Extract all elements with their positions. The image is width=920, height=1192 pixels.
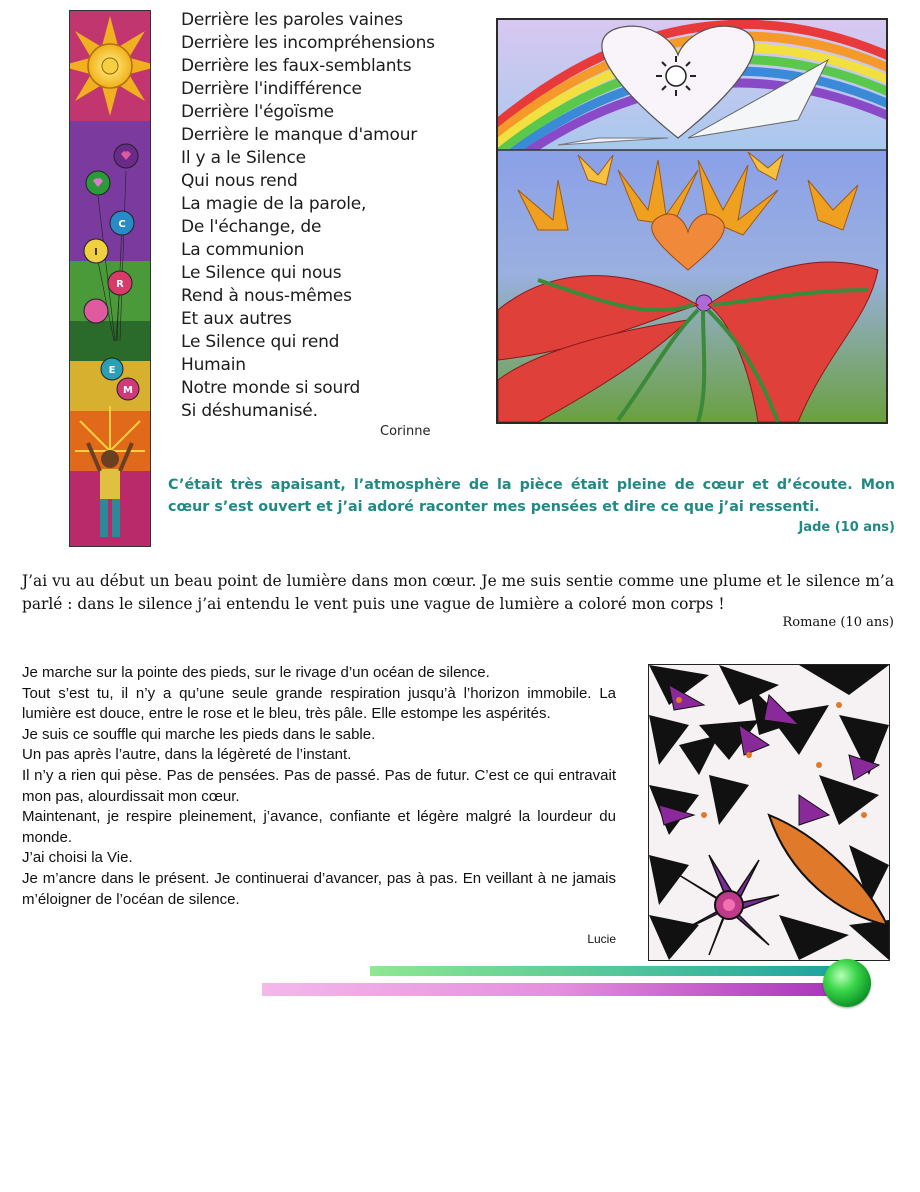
lucie-paragraph: Un pas après l’autre, dans la légèreté de l’instant. xyxy=(22,746,352,764)
poem xyxy=(181,9,481,423)
lucie-paragraph: Tout s’est tu, il n’y a qu’une seule grande respiration jusqu’à l’horizon immobile. La lumière est douce, entre le rose et le bleu, très pâle. Elle estompe les aspérités. xyxy=(22,684,616,723)
balloon-letter-r: R xyxy=(116,279,124,290)
poem-line: Qui nous rend xyxy=(181,171,298,191)
balloon-letter-e: E xyxy=(108,365,116,376)
poem-line: La magie de la parole, xyxy=(181,194,367,214)
painting-heart-rainbow xyxy=(496,18,888,424)
lucie-paragraph: Je suis ce souffle qui marche les pieds dans le sable. xyxy=(22,725,376,743)
painting-black-flowers xyxy=(648,664,890,961)
poem-line: Derrière l'indifférence xyxy=(181,79,362,99)
lucie-paragraph: Il n’y a rien qui pèse. Pas de pensées. Pas de passé. Pas de futur. C’est ce qui entravait mon pas, alourdissait mon cœur. xyxy=(22,766,616,805)
jade-author: Jade (10 ans) xyxy=(798,520,895,535)
lucie-text xyxy=(22,663,616,910)
romane-author: Romane (10 ans) xyxy=(782,615,894,630)
poem-author: Corinne xyxy=(380,424,431,439)
lucie-paragraph: Je m’ancre dans le présent. Je continuerai d’avancer, pas à pas. En veillant à ne jamais m’éloigner de l’océan de silence. xyxy=(22,869,616,908)
poem-line: Et aux autres xyxy=(181,309,292,329)
lucie-paragraph: J’ai choisi la Vie. xyxy=(22,849,133,867)
painting-heart-rainbow-drawing xyxy=(498,20,886,422)
balloon-letter-i: I xyxy=(94,247,98,258)
lucie-paragraph: Je marche sur la pointe des pieds, sur le rivage d’un océan de silence. xyxy=(22,664,490,681)
poem-line: Derrière les paroles vaines xyxy=(181,10,403,30)
poem-line: Humain xyxy=(181,355,246,375)
poem-line: Il y a le Silence xyxy=(181,148,306,168)
painting-black-flowers-drawing xyxy=(649,665,889,960)
balloon-letter-m: M xyxy=(123,385,133,396)
poem-line: Rend à nous-mêmes xyxy=(181,286,352,306)
poem-line: De l'échange, de xyxy=(181,217,322,237)
poem-line: Derrière les incompréhensions xyxy=(181,33,435,53)
lucie-author: Lucie xyxy=(587,932,616,946)
banner-illustration xyxy=(69,10,151,547)
lucie-paragraph: Maintenant, je respire pleinement, j’avance, confiante et légère malgré la lourdeur du monde. xyxy=(22,808,616,846)
poem-line: Le Silence qui rend xyxy=(181,332,340,352)
sun-icon xyxy=(656,56,696,96)
poem-line: Le Silence qui nous xyxy=(181,263,342,283)
green-decor-bar xyxy=(370,966,850,976)
poem-line: Derrière les faux-semblants xyxy=(181,56,412,76)
green-ball-ornament xyxy=(823,959,871,1007)
banner-drawing xyxy=(70,11,150,546)
poem-line: Derrière l'égoïsme xyxy=(181,102,334,122)
poem-line: Notre monde si sourd xyxy=(181,378,361,398)
poem-line: La communion xyxy=(181,240,305,260)
purple-decor-bar xyxy=(262,983,850,996)
poem-line: Si déshumanisé. xyxy=(181,401,318,421)
poem-line: Derrière le manque d'amour xyxy=(181,125,418,145)
romane-quote: J’ai vu au début un beau point de lumière dans mon cœur. Je me suis sentie comme une plume et le silence m’a parlé : dans le silence j’ai entendu le vent puis une vague de lumière a coloré mon corps ! xyxy=(22,572,894,613)
jade-quote: C’était très apaisant, l’atmosphère de la pièce était pleine de cœur et d’écoute. Mon cœur s’est ouvert et j’ai adoré raconter mes pensées et dire ce que j’ai ressenti. xyxy=(168,477,895,515)
balloon-letter-c: C xyxy=(118,219,126,230)
